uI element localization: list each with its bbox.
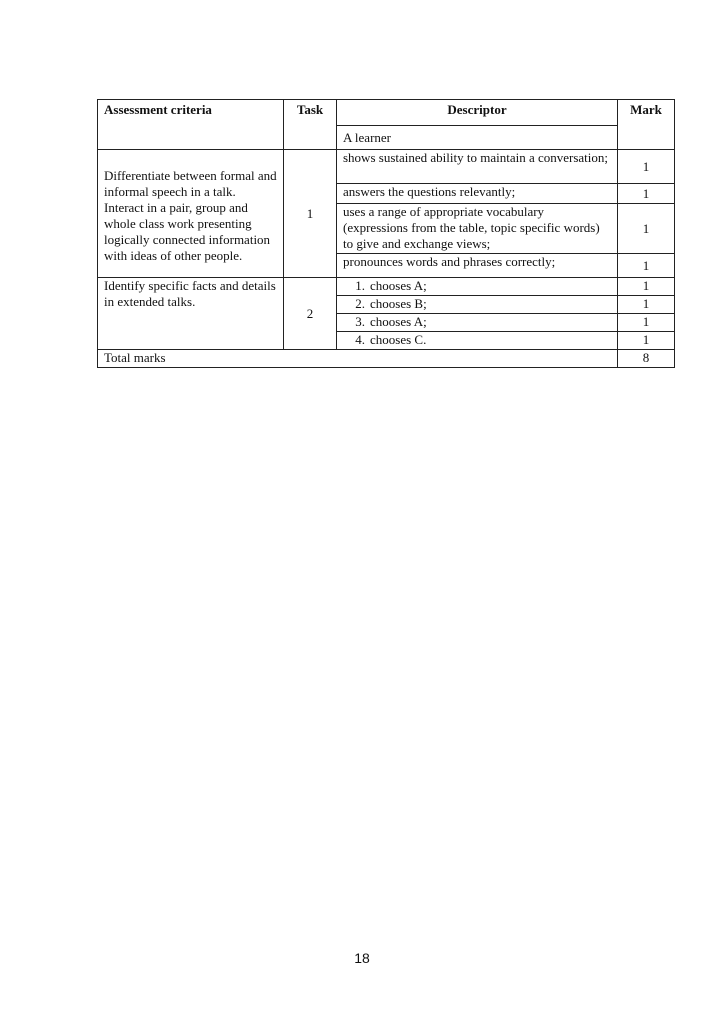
- header-mark: Mark: [618, 100, 675, 150]
- descriptor-cell: [337, 296, 618, 314]
- descriptor-cell: [337, 332, 618, 350]
- item-text: chooses C.: [370, 332, 427, 347]
- header-descriptor: Descriptor: [337, 100, 618, 126]
- descriptor-cell: [337, 314, 618, 332]
- task-cell: 2: [284, 278, 337, 350]
- mark-cell: 1: [618, 184, 675, 204]
- subheader-a-learner: A learner: [337, 126, 618, 150]
- mark-cell: 1: [618, 278, 675, 296]
- mark-cell: 1: [618, 204, 675, 254]
- criteria-cell: Differentiate between formal and informal speech in a talk. Interact in a pair, group and whole class work presenting logically connected information with ideas of other people.: [98, 150, 284, 278]
- task-cell: 1: [284, 150, 337, 278]
- item-number: 1.: [355, 278, 365, 293]
- mark-cell: 1: [618, 254, 675, 278]
- item-text: chooses B;: [370, 296, 427, 311]
- mark-cell: 1: [618, 314, 675, 332]
- mark-cell: 1: [618, 150, 675, 184]
- item-text: chooses A;: [370, 278, 427, 293]
- mark-cell: 1: [618, 296, 675, 314]
- header-task: Task: [284, 100, 337, 150]
- header-assessment-criteria: Assessment criteria: [98, 100, 284, 150]
- criteria-cell: Identify specific facts and details in extended talks.: [98, 278, 284, 350]
- total-label: Total marks: [98, 350, 618, 368]
- descriptor-cell: [337, 278, 618, 296]
- total-row: [98, 350, 675, 368]
- item-number: 2.: [355, 296, 365, 311]
- descriptor-cell: uses a range of appropriate vocabulary (expressions from the table, topic specific words) to give and exchange views;: [337, 204, 618, 254]
- descriptor-cell: shows sustained ability to maintain a conversation;: [337, 150, 618, 184]
- descriptor-cell: answers the questions relevantly;: [337, 184, 618, 204]
- item-number: 3.: [355, 314, 365, 329]
- total-mark: 8: [618, 350, 675, 368]
- descriptor-cell: pronounces words and phrases correctly;: [337, 254, 618, 278]
- table-row: [98, 150, 675, 184]
- mark-cell: 1: [618, 332, 675, 350]
- assessment-table: [97, 99, 675, 368]
- item-number: 4.: [355, 332, 365, 347]
- page-number: 18: [354, 950, 370, 966]
- item-text: chooses A;: [370, 314, 427, 329]
- table-row: [98, 278, 675, 296]
- table-header-row: [98, 100, 675, 126]
